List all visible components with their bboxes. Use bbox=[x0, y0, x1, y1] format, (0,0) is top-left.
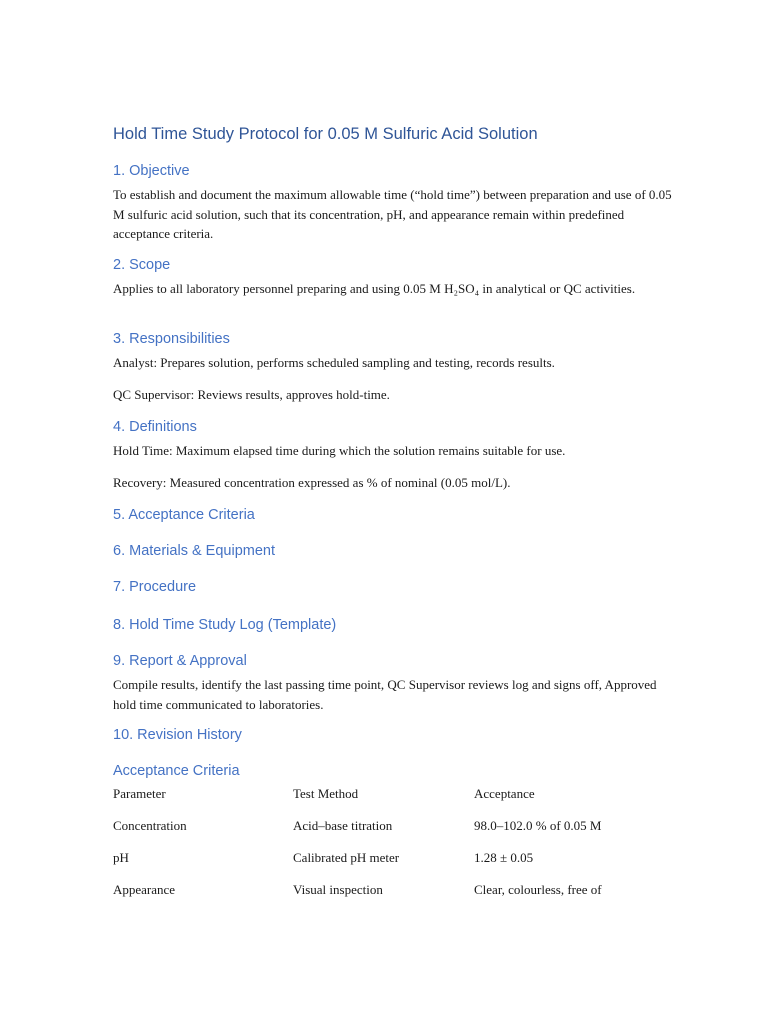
heading-objective: 1. Objective bbox=[113, 163, 190, 179]
column-header: Parameter bbox=[113, 786, 166, 801]
objective-text: To establish and document the maximum allowable time (“hold time”) between preparation and use of 0.05 M sulfuric acid solution, such that its concentration, pH, and appearance remain within predefined acceptance criteria. bbox=[113, 187, 672, 241]
scope-text: Applies to all laboratory personnel preparing and using 0.05 M H₂SO₄ in analytical or QC activities. bbox=[113, 281, 636, 296]
criteria-table bbox=[113, 786, 673, 914]
table-cell: 1.28 ± 0.05 bbox=[474, 850, 534, 865]
heading-materials: 6. Materials & Equipment bbox=[113, 543, 275, 559]
heading-procedure: 7. Procedure bbox=[113, 579, 197, 595]
criteria-table-heading: Acceptance Criteria bbox=[113, 763, 240, 779]
table-cell: Concentration bbox=[113, 818, 187, 833]
heading-report: 9. Report & Approval bbox=[113, 653, 247, 669]
table-row bbox=[113, 850, 673, 882]
document-title: Hold Time Study Protocol for 0.05 M Sulfuric Acid Solution bbox=[113, 125, 538, 143]
table-cell: pH bbox=[113, 850, 129, 865]
definition-hold-time: Hold Time: Maximum elapsed time during which the solution remains suitable for use. bbox=[113, 443, 566, 458]
definition-recovery: Recovery: Measured concentration expressed as % of nominal (0.05 mol/L). bbox=[113, 475, 511, 490]
table-cell: Calibrated pH meter bbox=[293, 850, 400, 865]
heading-study-log: 8. Hold Time Study Log (Template) bbox=[113, 617, 337, 633]
column-header: Acceptance bbox=[474, 786, 535, 801]
heading-responsibilities: 3. Responsibilities bbox=[113, 331, 230, 347]
table-cell: 98.0–102.0 % of 0.05 M bbox=[474, 818, 602, 833]
heading-definitions: 4. Definitions bbox=[113, 419, 197, 435]
table-row bbox=[113, 818, 673, 850]
column-header: Test Method bbox=[293, 786, 359, 801]
table-row bbox=[113, 882, 673, 914]
table-cell: Visual inspection bbox=[293, 882, 383, 897]
table-cell: Appearance bbox=[113, 882, 176, 897]
report-text: Compile results, identify the last passing time point, QC Supervisor reviews log and signs off, Approved hold time communicated to laboratories. bbox=[113, 677, 657, 712]
responsibility-analyst: Analyst: Prepares solution, performs scheduled sampling and testing, records results. bbox=[113, 355, 555, 370]
heading-scope: 2. Scope bbox=[113, 257, 171, 273]
responsibility-supervisor: QC Supervisor: Reviews results, approves hold-time. bbox=[113, 387, 390, 402]
table-cell: Acid–base titration bbox=[293, 818, 393, 833]
heading-acceptance-criteria: 5. Acceptance Criteria bbox=[113, 507, 255, 523]
heading-revision-history: 10. Revision History bbox=[113, 727, 242, 743]
table-cell: Clear, colourless, free of bbox=[474, 882, 602, 897]
table-header-row bbox=[113, 786, 673, 818]
